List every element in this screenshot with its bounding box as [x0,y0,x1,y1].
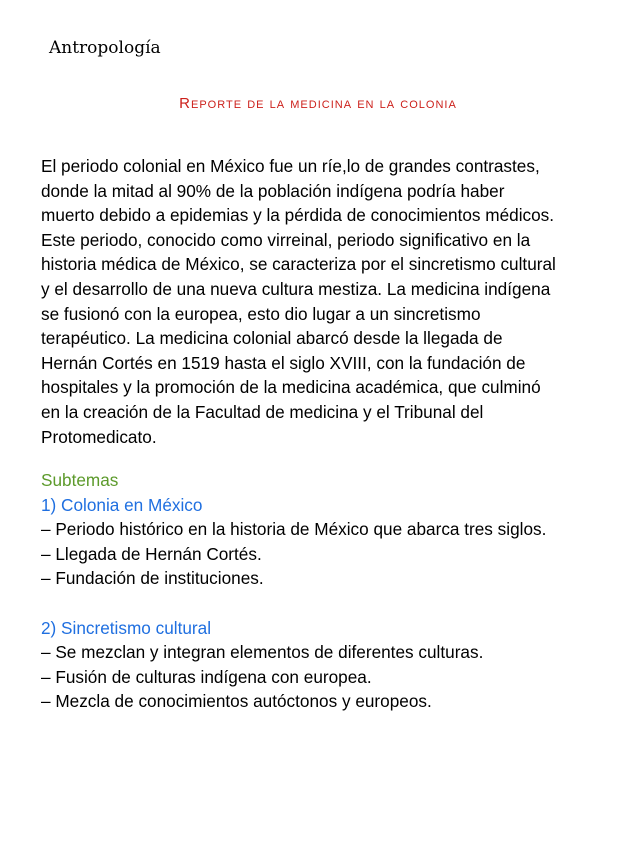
spacer [41,591,611,616]
paragraph-line: Hernán Cortés en 1519 hasta el siglo XVIII, con la fundación de [41,352,526,373]
list-item: – Fusión de culturas indígena con europea. [41,666,372,687]
paragraph-line: y el desarrollo de una nueva cultura mestiza. La medicina indígena [41,278,551,299]
paragraph-line: donde la mitad al 90% de la población indígena podría haber [41,180,505,201]
subtopics-heading: Subtemas [41,470,119,490]
intro-paragraph [41,154,607,449]
paragraph-line: Este periodo, conocido como virreinal, periodo significativo en la [41,229,531,250]
paragraph-line: terapéutico. La medicina colonial abarcó desde la llegada de [41,328,503,349]
subject-label: Antropología [49,38,161,58]
list-item: – Mezcla de conocimientos autóctonos y europeos. [41,691,432,712]
list-item: – Se mezclan y integran elementos de diferentes culturas. [41,642,484,663]
paragraph-line: El periodo colonial en México fue un ríe,lo de grandes contrastes, [41,156,540,176]
document-title: Reporte de la medicina en la colonia [179,95,457,112]
paragraph-line: muerto debido a epidemias y la pérdida de conocimientos médicos. [41,205,555,226]
paragraph-line: se fusionó con la europea, esto dio lugar a un sincretismo [41,303,481,324]
paragraph-line: Protomedicato. [41,426,157,447]
section-title-sincretismo: 2) Sincretismo cultural [41,617,212,638]
paragraph-line: en la creación de la Facultad de medicina y el Tribunal del [41,401,484,422]
list-item: – Fundación de instituciones. [41,568,264,589]
paragraph-line: historia médica de México, se caracteriza por el sincretismo cultural [41,254,556,275]
subtopics-section [41,468,611,714]
section-title-colonia: 1) Colonia en México [41,494,203,515]
list-item: – Llegada de Hernán Cortés. [41,543,262,564]
list-item: – Periodo histórico en la historia de México que abarca tres siglos. [41,519,547,540]
paragraph-line: hospitales y la promoción de la medicina académica, que culminó [41,377,541,398]
